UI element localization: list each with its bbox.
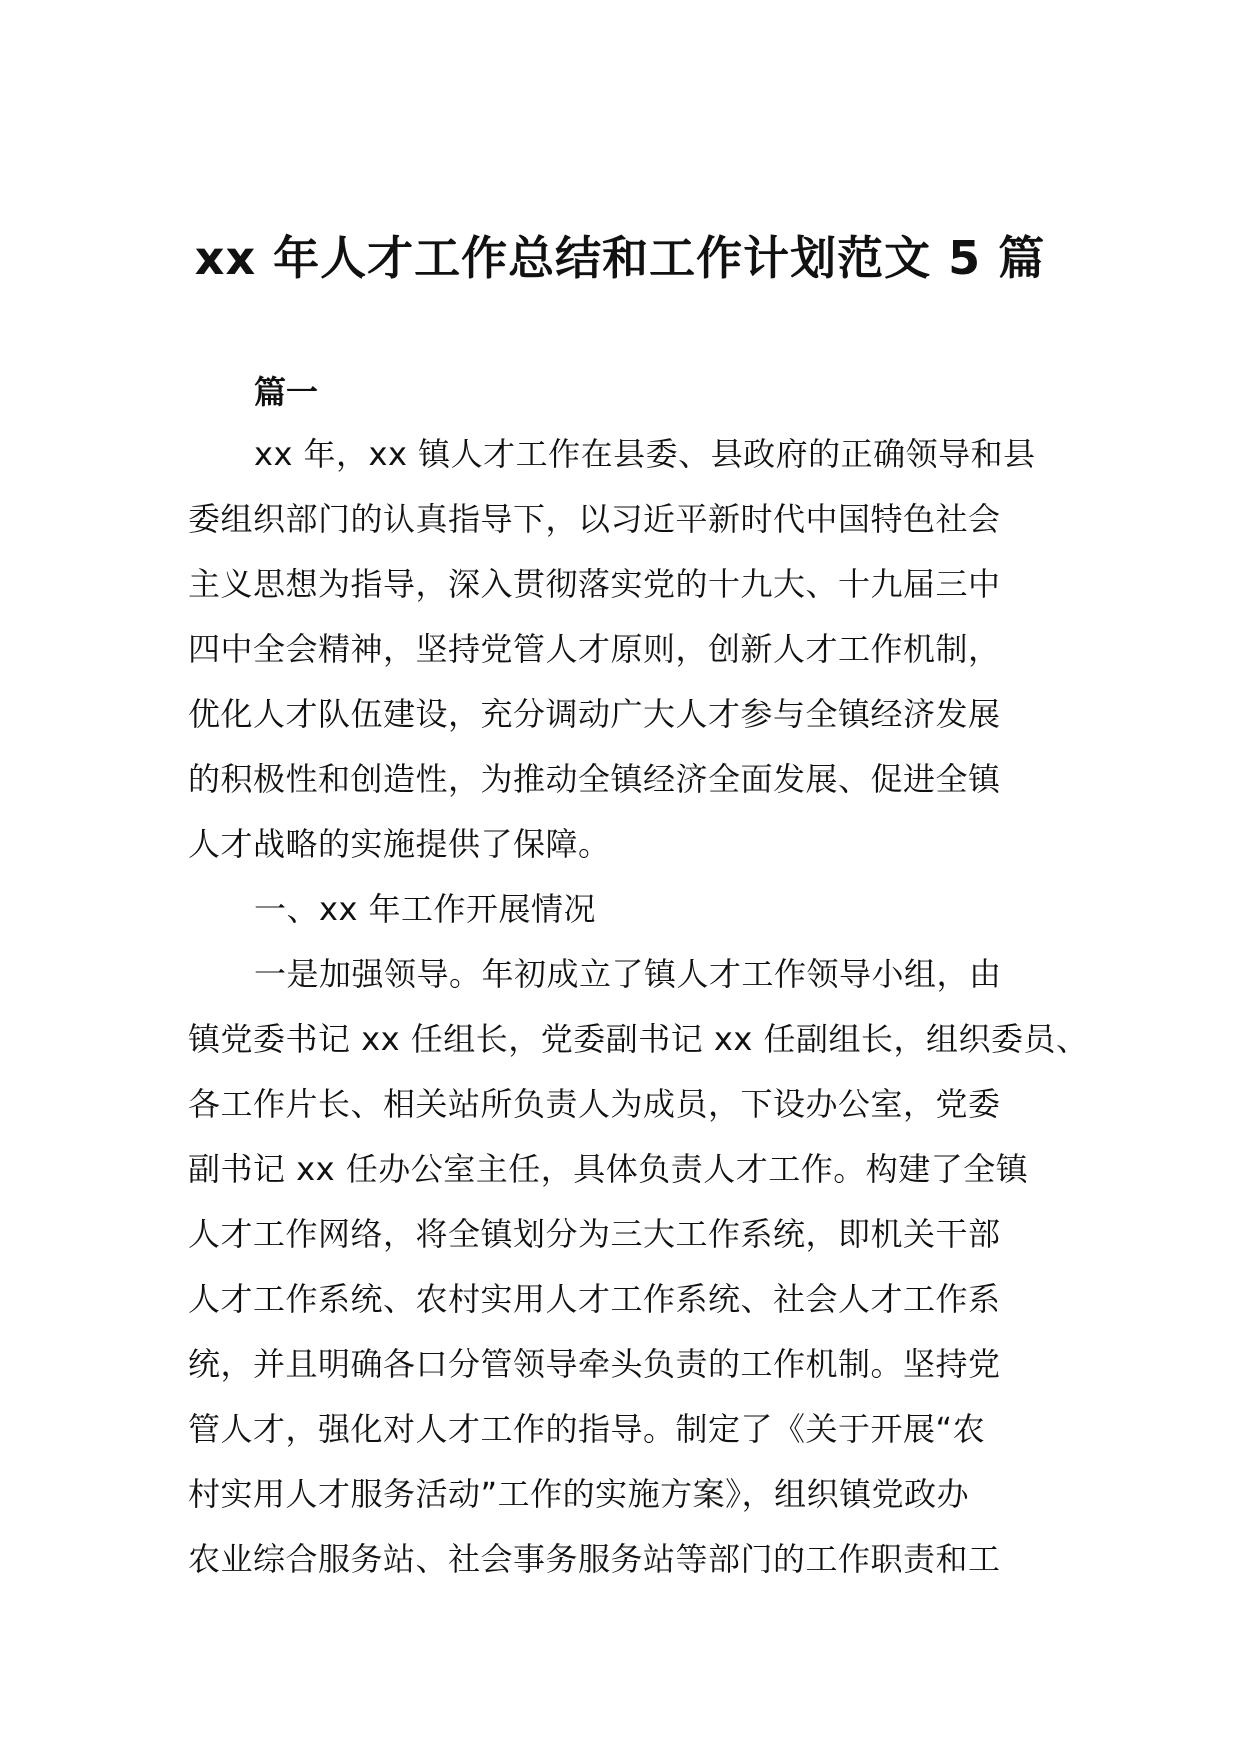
paragraph-line: 委组织部门的认真指导下，以习近平新时代中国特色社会	[188, 500, 1001, 538]
paragraph-line: 各工作片长、相关站所负责人为成员，下设办公室，党委	[188, 1085, 1001, 1123]
paragraph-line: 人才工作系统、农村实用人才工作系统、社会人才工作系	[188, 1280, 1001, 1318]
document-title: xx 年人才工作总结和工作计划范文 5 篇	[194, 231, 1046, 285]
section-heading: 篇一	[254, 373, 319, 411]
paragraph-line: 人才工作网络，将全镇划分为三大工作系统，即机关干部	[188, 1215, 1001, 1253]
paragraph-line: 主义思想为指导，深入贯彻落实党的十九大、十九届三中	[188, 565, 1001, 603]
paragraph-line: 镇党委书记 xx 任组长，党委副书记 xx 任副组长，组织委员、	[188, 1020, 1089, 1058]
paragraph-line: 副书记 xx 任办公室主任，具体负责人才工作。构建了全镇	[188, 1150, 1029, 1188]
paragraph-line: xx 年，xx 镇人才工作在县委、县政府的正确领导和县	[254, 435, 1036, 473]
paragraph-line: 的积极性和创造性，为推动全镇经济全面发展、促进全镇	[188, 760, 1001, 798]
paragraph-line: 村实用人才服务活动”工作的实施方案》，组织镇党政办	[188, 1475, 970, 1513]
subsection-heading: 一、xx 年工作开展情况	[254, 890, 597, 928]
paragraph-line: 农业综合服务站、社会事务服务站等部门的工作职责和工	[188, 1540, 1001, 1578]
paragraph-line: 统，并且明确各口分管领导牵头负责的工作机制。坚持党	[188, 1345, 1001, 1383]
paragraph-line: 管人才，强化对人才工作的指导。制定了《关于开展“农	[188, 1410, 986, 1448]
paragraph-line: 优化人才队伍建设，充分调动广大人才参与全镇经济发展	[188, 695, 1001, 733]
paragraph-line: 一是加强领导。年初成立了镇人才工作领导小组，由	[254, 955, 1002, 993]
paragraph-line: 四中全会精神，坚持党管人才原则，创新人才工作机制，	[188, 630, 1001, 668]
paragraph-line: 人才战略的实施提供了保障。	[188, 825, 611, 863]
